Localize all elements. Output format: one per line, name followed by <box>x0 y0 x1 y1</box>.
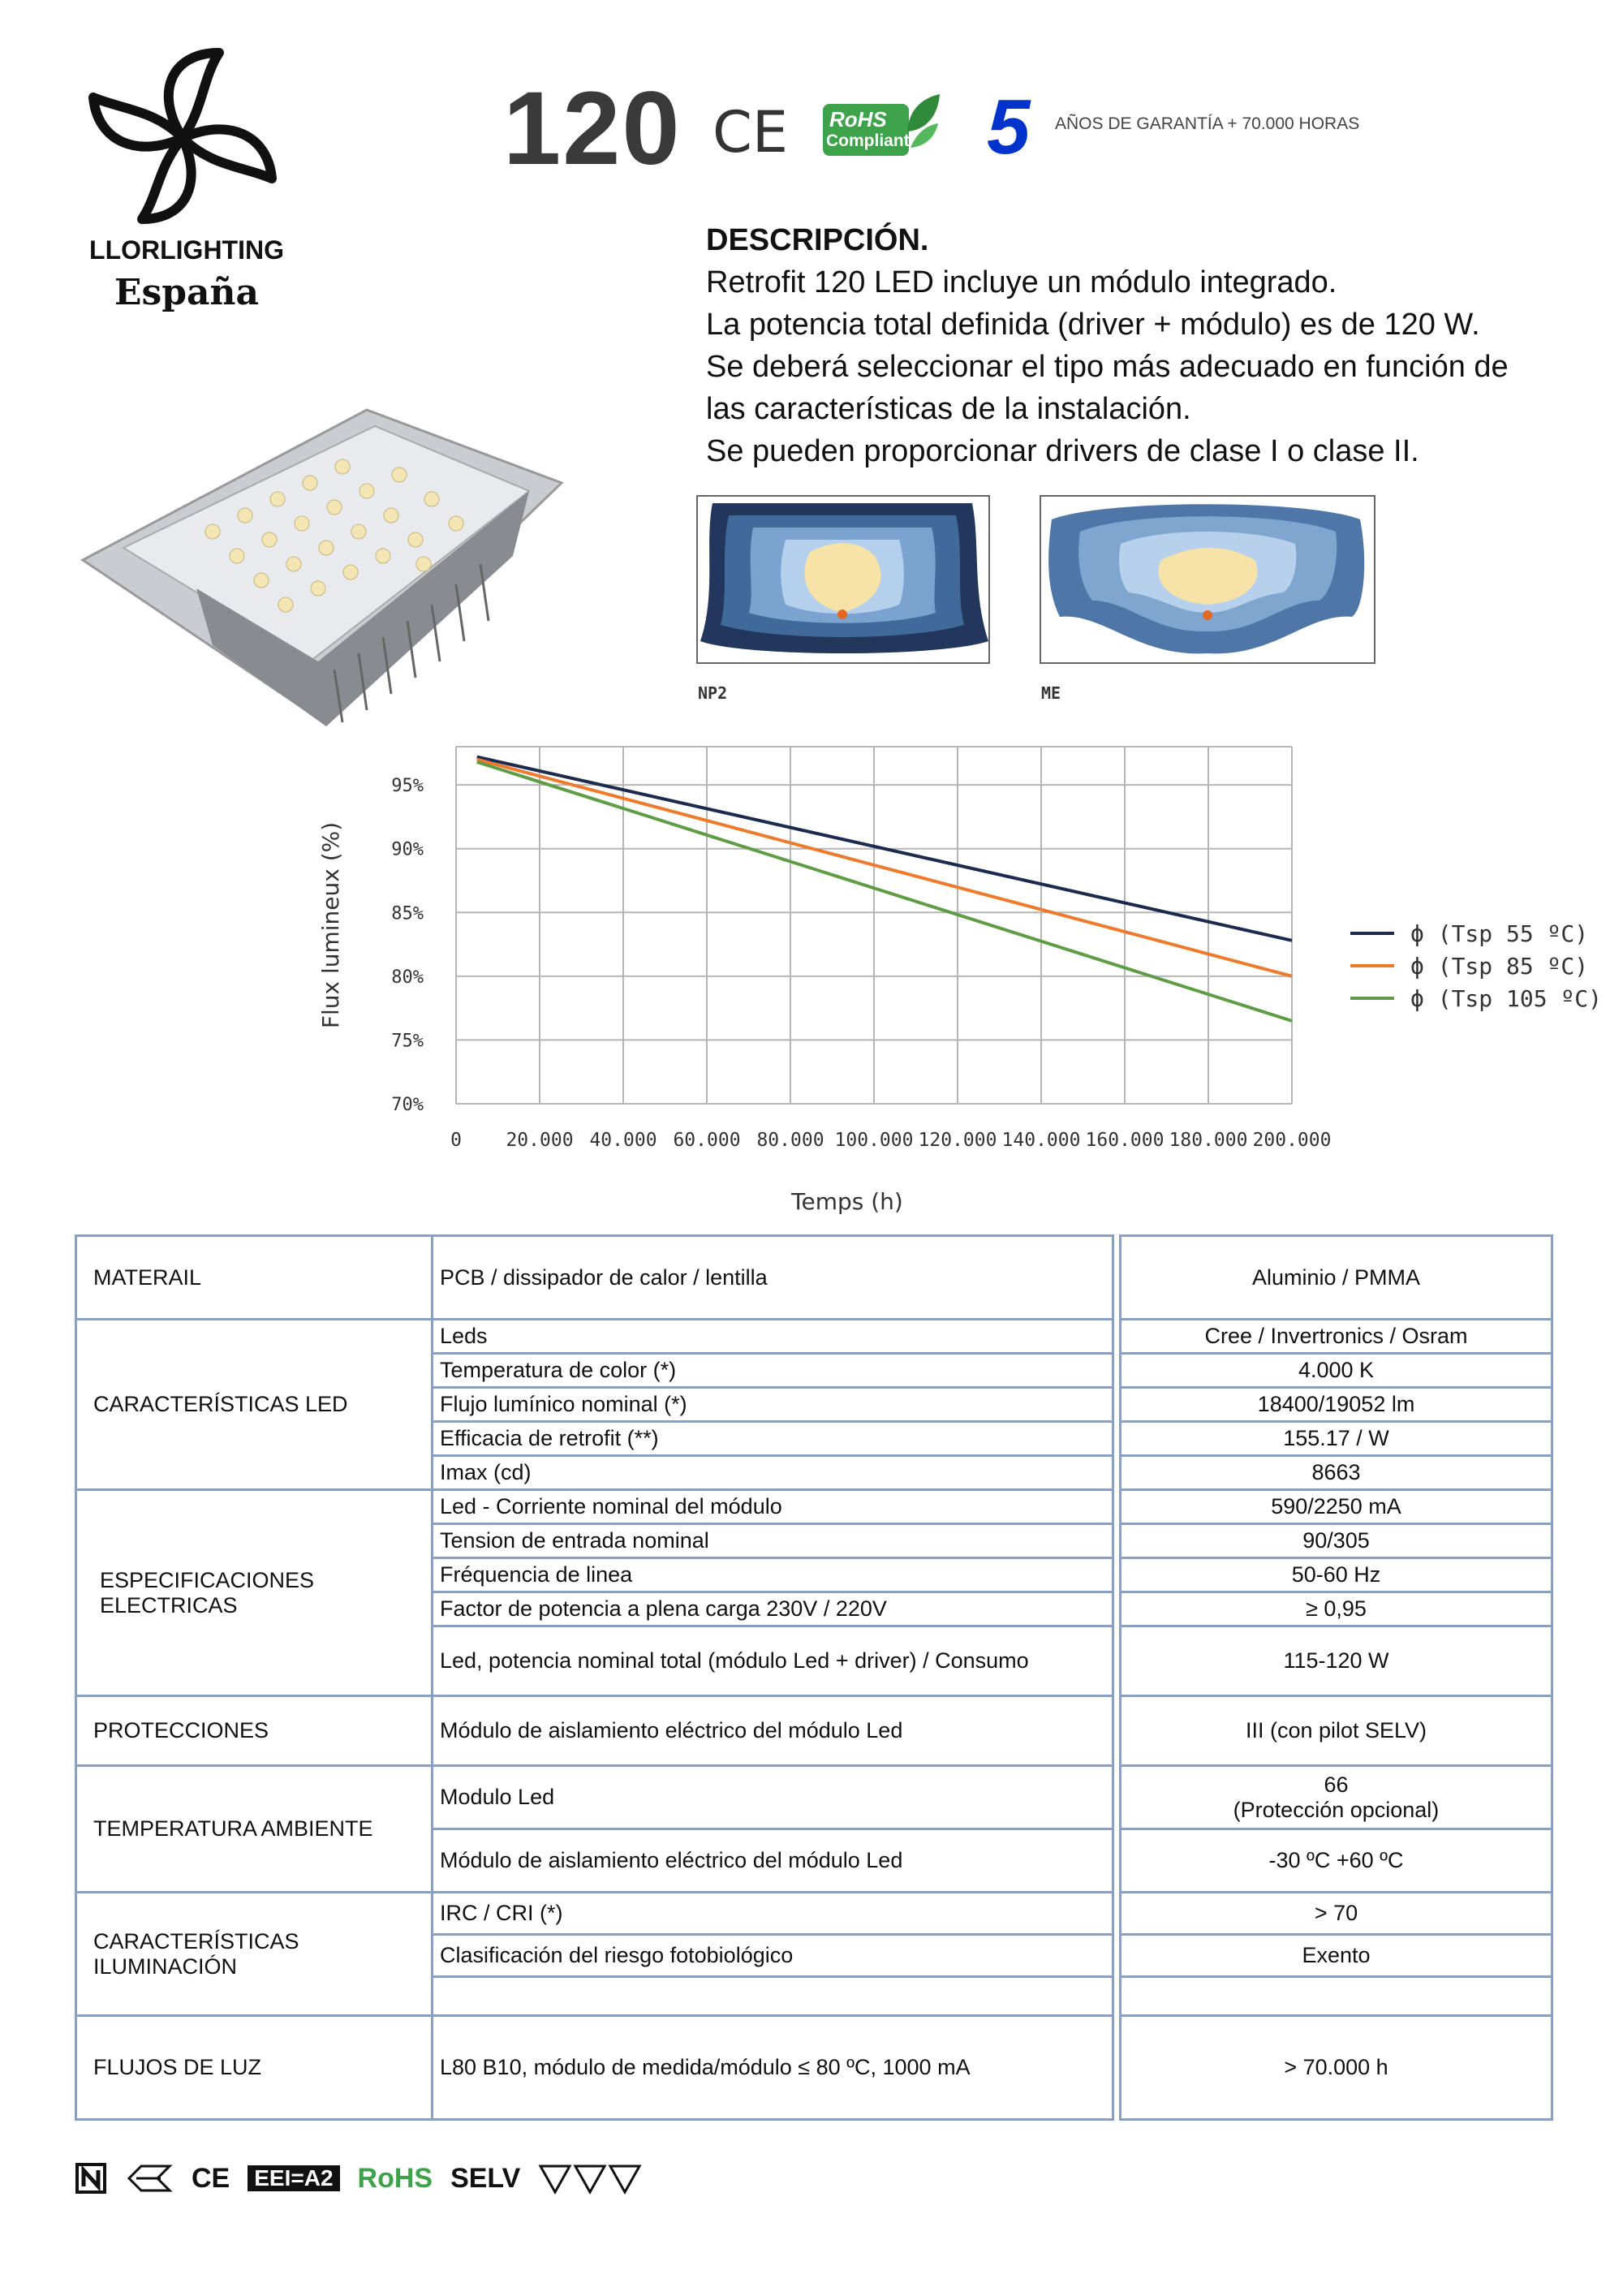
x-axis-label: Temps (h) <box>791 1188 903 1215</box>
table-cell-item: Factor de potencia a plena carga 230V / 220V <box>433 1592 1113 1626</box>
eei-label: EEI=A2 <box>248 2165 339 2191</box>
rohs-compliant-badge <box>820 91 941 159</box>
model-number: 120 <box>503 71 682 187</box>
table-cell-value: Aluminio / PMMA <box>1121 1236 1552 1320</box>
brand-name: LLORLIGHTING <box>89 235 284 265</box>
table-cell-value: Exento <box>1121 1935 1552 1977</box>
table-row <box>76 1696 1552 1766</box>
x-tick-label: 40.000 <box>589 1130 657 1151</box>
value-line: 66 <box>1324 1772 1349 1797</box>
selv-mark: SELV <box>450 2162 521 2194</box>
brand-logo <box>81 45 284 231</box>
table-cell-empty <box>433 1977 1113 2016</box>
x-tick-label: 180.000 <box>1169 1130 1248 1151</box>
table-row <box>76 2016 1552 2120</box>
y-tick-label: 70% <box>391 1095 424 1115</box>
row-label-caracteristicas-iluminacion <box>76 1893 433 2016</box>
table-cell-item: PCB / dissipador de calor / lentilla <box>433 1236 1113 1320</box>
specifications-table <box>75 1234 1553 2121</box>
description-line: Se pueden proporcionar drivers de clase I o clase II. <box>706 434 1419 468</box>
table-cell-value: 115-120 W <box>1121 1626 1552 1696</box>
product-photo <box>75 402 578 734</box>
table-cell-value: ≥ 0,95 <box>1121 1592 1552 1626</box>
table-cell-value: 4.000 K <box>1121 1354 1552 1388</box>
row-label-especificaciones-electricas <box>76 1490 433 1696</box>
certification-marks <box>75 2159 644 2198</box>
isolux-diagram-me <box>1040 495 1375 664</box>
table-cell-value: > 70.000 h <box>1121 2016 1552 2120</box>
description-line: las características de la instalación. <box>706 392 1191 426</box>
x-tick-label: 60.000 <box>673 1130 741 1151</box>
n-mark-icon <box>75 2162 107 2195</box>
table-cell-item: Módulo de aislamiento eléctrico del módulo Led <box>433 1829 1113 1893</box>
description-line: Retrofit 120 LED incluye un módulo integrado. <box>706 265 1337 299</box>
legend-label: ϕ (Tsp 55 ºC) <box>1410 920 1589 947</box>
description-title: DESCRIPCIÓN. <box>706 223 929 257</box>
table-row <box>76 1766 1552 1829</box>
table-cell-item: Tension de entrada nominal <box>433 1524 1113 1558</box>
row-label-temperatura-ambiente: TEMPERATURA AMBIENTE <box>76 1766 433 1893</box>
description-line: Se deberá seleccionar el tipo más adecuado en función de <box>706 350 1509 384</box>
x-tick-label: 140.000 <box>1001 1130 1081 1151</box>
bottom-ce-mark: CE <box>192 2162 230 2194</box>
brand-country: España <box>114 272 260 313</box>
table-row <box>76 1236 1552 1320</box>
table-cell-item: Leds <box>433 1320 1113 1354</box>
table-cell-item: L80 B10, módulo de medida/módulo ≤ 80 ºC, 1000 mA <box>433 2016 1113 2120</box>
isolux-diagram-np2 <box>696 495 990 664</box>
y-tick-label: 80% <box>391 967 424 988</box>
table-cell-item: Modulo Led <box>433 1766 1113 1829</box>
table-cell-item: Fréquencia de linea <box>433 1558 1113 1592</box>
table-cell-value <box>1121 1766 1552 1829</box>
bottom-rohs-mark: RoHS <box>357 2162 433 2194</box>
table-cell-value: 18400/19052 lm <box>1121 1388 1552 1422</box>
legend-label: ϕ (Tsp 85 ºC) <box>1410 953 1589 980</box>
table-cell-item: Clasificación del riesgo fotobiológico <box>433 1935 1113 1977</box>
isolux-label-me: ME <box>1041 683 1061 703</box>
table-cell-value: Cree / Invertronics / Osram <box>1121 1320 1552 1354</box>
series-line <box>477 762 1292 1021</box>
table-cell-item: Flujo lumínico nominal (*) <box>433 1388 1113 1422</box>
table-cell-value: > 70 <box>1121 1893 1552 1935</box>
table-row <box>76 1320 1552 1354</box>
description-block <box>706 219 1509 472</box>
table-cell-item: Módulo de aislamiento eléctrico del módulo Led <box>433 1696 1113 1766</box>
row-label-line: ILUMINACIÓN <box>93 1954 238 1979</box>
table-cell-item: Led - Corriente nominal del módulo <box>433 1490 1113 1524</box>
x-tick-label: 20.000 <box>506 1130 574 1151</box>
table-cell-value: III (con pilot SELV) <box>1121 1696 1552 1766</box>
row-label-flujos-de-luz: FLUJOS DE LUZ <box>76 2016 433 2120</box>
triangle-marks-icon <box>538 2162 644 2195</box>
x-tick-label: 100.000 <box>834 1130 914 1151</box>
enec-mark-icon <box>125 2162 174 2195</box>
table-cell-item: Imax (cd) <box>433 1456 1113 1490</box>
table-cell-item: IRC / CRI (*) <box>433 1893 1113 1935</box>
row-label-line: ELECTRICAS <box>100 1592 238 1618</box>
y-tick-label: 95% <box>391 776 424 797</box>
row-label-line: ESPECIFICACIONES <box>100 1567 315 1592</box>
row-label-protecciones: PROTECCIONES <box>76 1696 433 1766</box>
series-line <box>477 760 1292 976</box>
table-cell-value: 50-60 Hz <box>1121 1558 1552 1592</box>
y-tick-label: 75% <box>391 1031 424 1052</box>
series-line <box>477 757 1292 941</box>
table-cell-empty <box>1121 1977 1552 2016</box>
x-tick-label: 120.000 <box>918 1130 997 1151</box>
row-label-line: CARACTERÍSTICAS <box>93 1928 299 1954</box>
row-label-materail: MATERAIL <box>76 1236 433 1320</box>
table-cell-item: Led, potencia nominal total (módulo Led + driver) / Consumo <box>433 1626 1113 1696</box>
ce-mark: CE <box>712 99 789 166</box>
row-label-caracteristicas-led: CARACTERÍSTICAS LED <box>76 1320 433 1490</box>
rohs-line1: RoHS <box>829 107 887 131</box>
x-tick-label: 80.000 <box>756 1130 824 1151</box>
table-row <box>76 1490 1552 1524</box>
isolux-label-np2: NP2 <box>698 683 728 703</box>
table-cell-value: 8663 <box>1121 1456 1552 1490</box>
y-tick-label: 85% <box>391 903 424 924</box>
table-cell-value: -30 ºC +60 ºC <box>1121 1829 1552 1893</box>
x-tick-label: 200.000 <box>1252 1130 1332 1151</box>
table-cell-value: 90/305 <box>1121 1524 1552 1558</box>
table-row <box>76 1893 1552 1935</box>
table-cell-value: 155.17 / W <box>1121 1422 1552 1456</box>
table-cell-item: Efficacia de retrofit (**) <box>433 1422 1113 1456</box>
rohs-line2: Compliant <box>826 131 910 150</box>
table-cell-value: 590/2250 mA <box>1121 1490 1552 1524</box>
description-line: La potencia total definida (driver + módulo) es de 120 W. <box>706 308 1480 342</box>
y-tick-label: 90% <box>391 839 424 860</box>
x-tick-label: 0 <box>450 1130 462 1151</box>
x-tick-label: 160.000 <box>1085 1130 1165 1151</box>
warranty-years: 5 <box>987 84 1031 170</box>
warranty-text: AÑOS DE GARANTÍA + 70.000 HORAS <box>1055 114 1360 133</box>
legend-label: ϕ (Tsp 105 ºC) <box>1410 985 1603 1012</box>
table-cell-item: Temperatura de color (*) <box>433 1354 1113 1388</box>
y-axis-label: Flux lumineux (%) <box>317 821 344 1029</box>
value-line: (Protección opcional) <box>1233 1797 1440 1822</box>
